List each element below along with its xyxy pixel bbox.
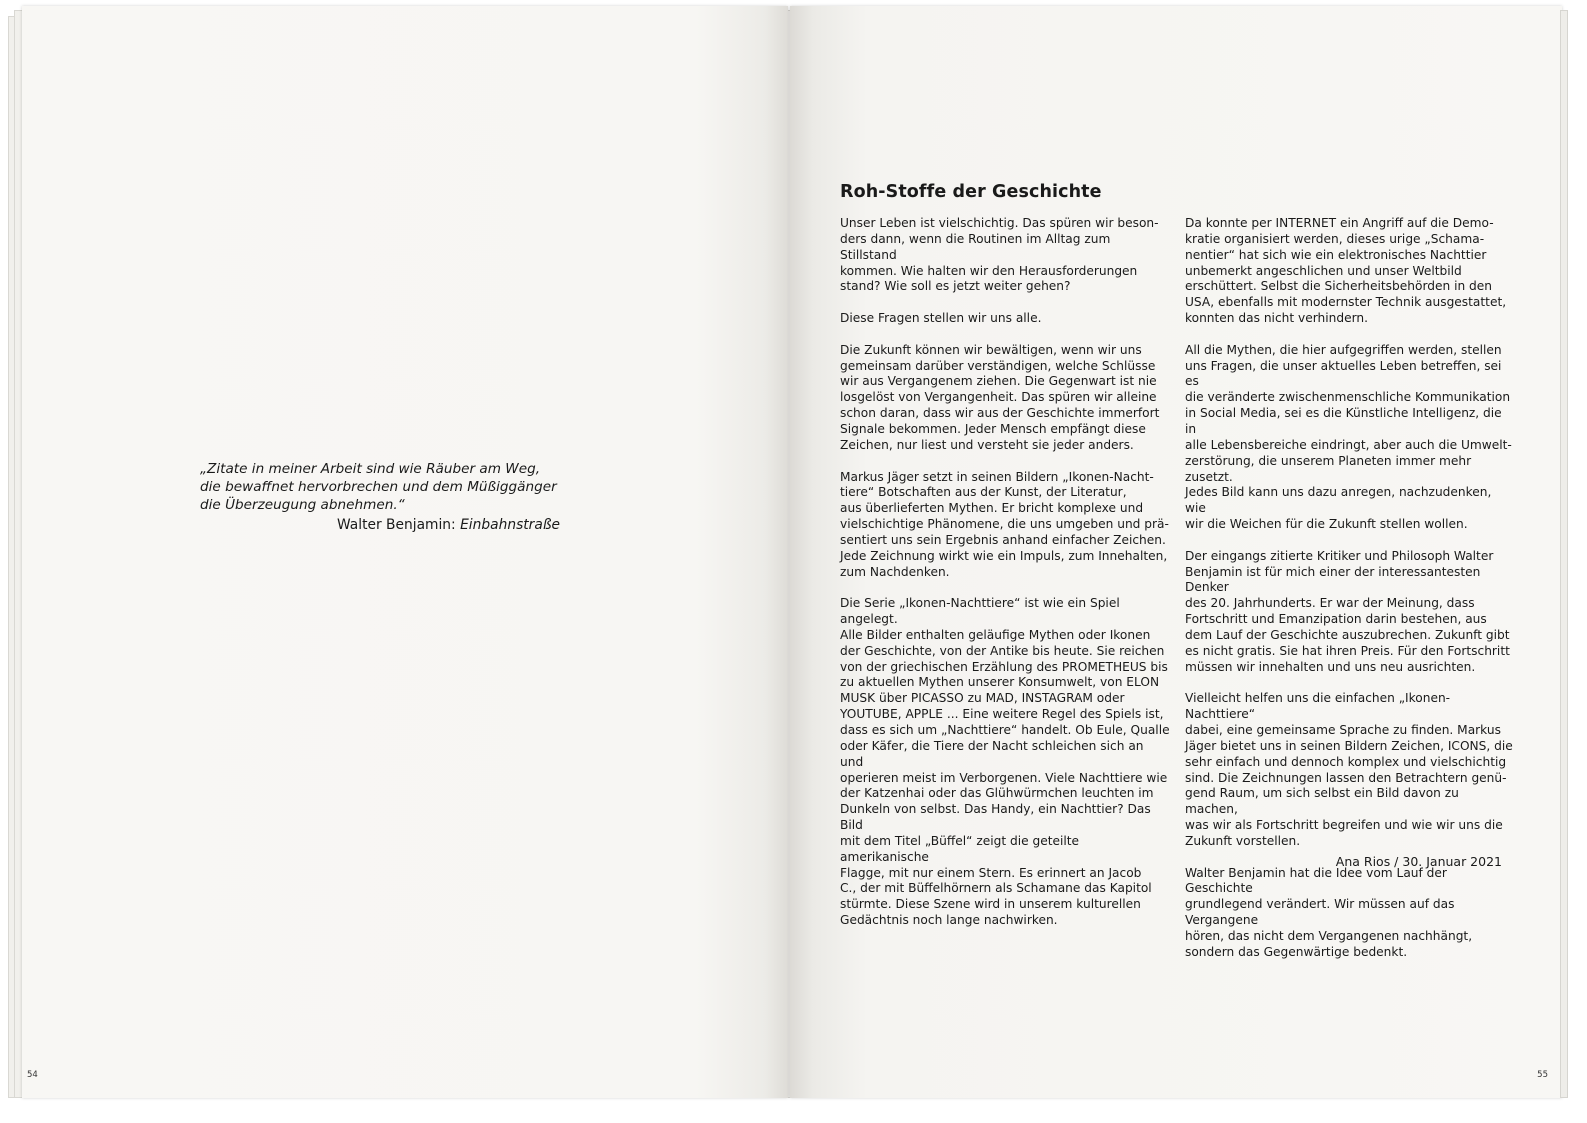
quote-attribution <box>200 516 560 534</box>
quote-author: Walter Benjamin: <box>337 517 461 533</box>
quote-text: „Zitate in meiner Arbeit sind wie Räuber am Weg, die bewaffnet hervorbrechen und dem Müßiggänger die Überzeugung abnehmen.“ <box>200 461 557 513</box>
paragraph: Walter Benjamin hat die Idee vom Lauf der Geschichte grundlegend verändert. Wir müssen auf das Vergangene hören, das nicht dem Vergangenen nachhängt, sondern das Gegenwärtige bedenkt. <box>1185 865 1473 959</box>
paragraph: Vielleicht helfen uns die einfachen „Ikonen-Nachttiere“ dabei, eine gemeinsame Sprache zu finden. Markus Jäger bietet uns in seinen Bildern Zeichen, ICONS, die sehr einfach und dennoch komplex und vielschichtig sind. Die Zeichnungen lassen den Betrachtern genü- gend Raum, um sich selbst ein Bild davon zu machen, was wir als Fortschritt begreifen und wie wir uns die Zukunft vorstellen. <box>1185 691 1513 848</box>
paragraph: Der eingangs zitierte Kritiker und Philosoph Walter Benjamin ist für mich einer der interessantesten Denker des 20. Jahrhunderts. Er war der Meinung, dass Fortschritt und Emanzipation darin bestehen, aus dem Lauf der Geschichte auszubrechen. Zukunft gibt es nicht gratis. Sie hat ihren Preis. Für den Fortschritt müssen wir innehalten und uns neu ausrichten. <box>1185 548 1510 674</box>
paragraph: Unser Leben ist vielschichtig. Das spüren wir beson- ders dann, wenn die Routinen im Alltag zum Stillstand kommen. Wie halten wir den Herausforderungen stand? Wie soll es jetzt weiter gehen? <box>840 216 1159 294</box>
paragraph: Die Zukunft können wir bewältigen, wenn wir uns gemeinsam darüber verständigen, welche Schlüsse wir aus Vergangenem ziehen. Die Gegenwart ist nie losgelöst von Vergangenheit. Das spüren wir alleine schon daran, dass wir aus der Geschichte immerfort Signale bekommen. Jeder Mensch empfängt diese Zeichen, nur liest und versteht sie jeder anders. <box>840 342 1160 452</box>
article-title: Roh-Stoffe der Geschichte <box>840 182 1102 202</box>
quote-block <box>200 460 560 534</box>
paragraph: Markus Jäger setzt in seinen Bildern „Ikonen-Nacht- tiere“ Botschaften aus der Kunst, der Literatur, aus überlieferten Mythen. Er bricht komplexe und vielschichtige Phänomene, die uns umgeben und prä- sentiert uns sein Ergebnis anhand einfacher Zeichen. Jede Zeichnung wirkt wie ein Impuls, zum Innehalten, zum Nachdenken. <box>840 469 1169 579</box>
paragraph: Da konnte per INTERNET ein Angriff auf die Demo- kratie organisiert werden, dieses urige „Schama- nentier“ hat sich wie ein elektronisches Nachttier unbemerkt angeschlichen und unser Weltbild erschüttert. Selbst die Sicherheitsbehörden in den USA, ebenfalls mit modernster Technik ausgestattet, konnten das nicht verhindern. <box>1185 216 1507 326</box>
paragraph: Diese Fragen stellen wir uns alle. <box>840 311 1042 326</box>
paragraph: All die Mythen, die hier aufgegriffen werden, stellen uns Fragen, die unser aktuelles Leben betreffen, sei es die veränderte zwischenmenschliche Kommunikation in Social Media, sei es die Künstliche Intelligenz, die in alle Lebensbereiche eindringt, aber auch die Umwelt- zerstörung, die unserem Planeten immer mehr zusetzt. Jedes Bild kann uns dazu anregen, nachzudenken, wie wir die Weichen für die Zukunft stellen wollen. <box>1185 342 1512 532</box>
left-page <box>22 6 788 1098</box>
paragraph: Die Serie „Ikonen-Nachttiere“ ist wie ein Spiel angelegt. Alle Bilder enthalten geläufige Mythen oder Ikonen der Geschichte, von der Antike bis heute. Sie reichen von der griechischen Erzählung des PROMETHEUS bis zu aktuellen Mythen unserer Konsumwelt, von ELON MUSK über PICASSO zu MAD, INSTAGRAM oder YOUTUBE, APPLE ... Eine weitere Regel des Spiels ist, dass es sich um „Nachttiere“ handelt. Ob Eule, Qualle oder Käfer, die Tiere der Nacht schleichen sich an und operieren meist im Verborgenen. Viele Nachttiere wie der Katzenhai oder das Glühwürmchen leuchten im Dunkeln von selbst. Das Handy, ein Nachttier? Das Bild mit dem Titel „Büffel“ zeigt die geteilte amerikanische Flagge, mit nur einem Stern. Es erinnert an Jacob C., der mit Büffelhörnern als Schamane das Kapitol stürmte. Diese Szene wird in unserem kulturellen Gedächtnis noch lange nachwirken. <box>840 596 1170 928</box>
article-signature: Ana Rios / 30. Januar 2021 <box>1335 854 1502 869</box>
quote-work: Einbahnstraße <box>460 517 560 533</box>
page-number-left: 54 <box>27 1070 38 1080</box>
page-number-right: 55 <box>1537 1070 1548 1080</box>
right-page <box>790 6 1562 1098</box>
article-column-1 <box>840 216 1170 945</box>
page-edge <box>1560 10 1568 1098</box>
